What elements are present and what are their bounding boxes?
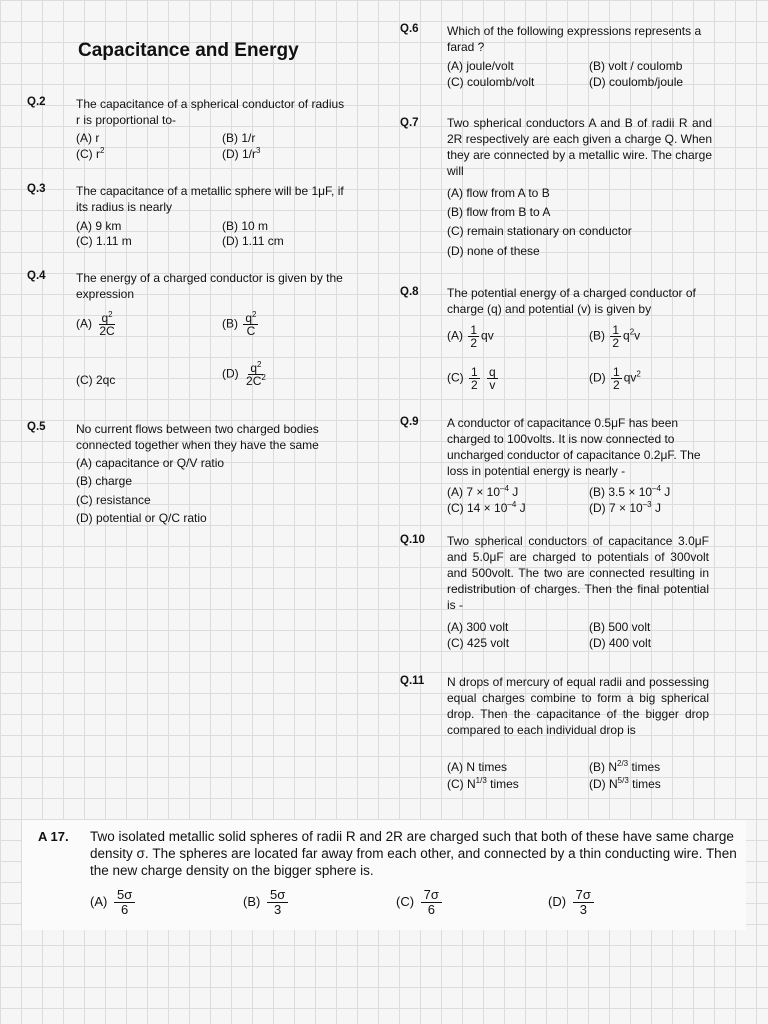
option-a: (A) 9 km <box>76 219 122 233</box>
option-c: (C) $\frac{1}{2}$ $\frac{q}{v}$ <box>447 365 496 392</box>
option-c: (C) $N^{1/3}$ times <box>447 776 519 791</box>
option-b: (B) flow from B to A <box>447 205 551 219</box>
option-c: (C) $14 \times 10^{-4}$ J <box>447 500 526 515</box>
option-d: (D) $\frac{q^2}{2C^2}$ <box>222 360 266 388</box>
question-number: Q.5 <box>27 421 46 433</box>
option-d: (D) coulomb/joule <box>589 75 684 89</box>
question-number: Q.6 <box>400 23 419 35</box>
option-a: (A) $\frac{5\sigma}{6}$ <box>90 888 138 917</box>
question-text: Two spherical conductors of capacitance 3.0μF and 5.0μF are charged to potentials of 300volt and 500volt. The two are connected resulting in redistribution of charges. Then the final potential is - <box>447 534 709 612</box>
question-text: Two spherical conductors A and B of radii R and 2R respectively are each given a charge Q. When they are connected by a metallic wire. The charge will <box>447 116 712 178</box>
question-number: A 17. <box>38 829 69 844</box>
option-a: (A) $\frac{q^2}{2C}$ <box>76 310 115 338</box>
question-number: Q.4 <box>27 270 46 282</box>
option-b: (B) $\frac{1}{2}$ $q^2v$ <box>589 323 641 350</box>
question-text: The energy of a charged conductor is given by the expression <box>76 271 343 301</box>
question-number: Q.11 <box>400 675 425 687</box>
option-c: (C) resistance <box>76 493 151 507</box>
option-c: (C) $\frac{7\sigma}{6}$ <box>396 888 445 917</box>
option-d: (D) none of these <box>447 244 540 258</box>
option-d: (D) $1/r^3$ <box>222 146 261 161</box>
question-text: A conductor of capacitance 0.5μF has been charged to 100volts. It is now connected to uncharged conductor of capacitance 0.2μF. The loss in potential energy is nearly - <box>447 416 701 478</box>
question-text: Two isolated metallic solid spheres of radii R and 2R are charged such that both of these have same charge density σ. The spheres are located far away from each other, and connected by a thin conducting wire. Then the new charge density on the bigger sphere is. <box>90 829 737 878</box>
option-d: (D) 1.11 cm <box>222 234 284 248</box>
option-b: (B) volt / coulomb <box>589 59 683 73</box>
option-c: (C) $r^2$ <box>76 146 105 161</box>
question-number: Q.7 <box>400 117 419 129</box>
option-a: (A) flow from A to B <box>447 186 550 200</box>
option-c: (C) 1.11 m <box>76 234 132 248</box>
option-d: (D) potential or Q/C ratio <box>76 511 207 525</box>
option-c: (C) coulomb/volt <box>447 75 535 89</box>
question-text: The potential energy of a charged conductor of charge (q) and potential (v) is given by <box>447 286 696 316</box>
question-number: Q.10 <box>400 534 425 546</box>
option-b: (B) charge <box>76 474 133 488</box>
option-c: (C) 2qc <box>76 373 116 387</box>
question-text: Which of the following expressions represents a farad ? <box>447 24 702 54</box>
question-text: The capacitance of a metallic sphere will be 1μF, if its radius is nearly <box>76 184 344 214</box>
option-a: (A) 300 volt <box>447 620 509 634</box>
option-a: (A) $7 \times 10^{-4}$ J <box>447 484 519 499</box>
page-title: Capacitance and Energy <box>78 40 299 61</box>
option-b: (B) $3.5 \times 10^{-4}$ J <box>589 484 671 499</box>
option-a: (A) N times <box>447 760 507 774</box>
option-a: (A) joule/volt <box>447 59 514 73</box>
option-b: (B) $N^{2/3}$ times <box>589 759 661 774</box>
option-a: (A) $\frac{1}{2}$ qv <box>447 323 494 350</box>
option-b: (B) 1/r <box>222 131 256 145</box>
option-b: (B) 500 volt <box>589 620 651 634</box>
question-text: N drops of mercury of equal radii and possessing equal charges combine to form a big spherical drop. Then the capacitance of the bigger drop compared to each individual drop is <box>447 675 709 737</box>
option-b: (B) $\frac{5\sigma}{3}$ <box>243 888 291 917</box>
option-b: (B) 10 m <box>222 219 269 233</box>
option-d: (D) 400 volt <box>589 636 652 650</box>
option-a: (A) r <box>76 131 100 145</box>
question-number: Q.8 <box>400 286 419 298</box>
option-a: (A) capacitance or Q/V ratio <box>76 456 225 470</box>
option-d: (D) $\frac{1}{2}$ $qv^2$ <box>589 365 641 392</box>
question-number: Q.2 <box>27 96 46 108</box>
question-text: The capacitance of a spherical conductor of radius r is proportional to- <box>76 97 345 127</box>
question-number: Q.3 <box>27 183 46 195</box>
question-text: No current flows between two charged bodies connected together when they have the same <box>76 422 319 452</box>
option-c: (C) 425 volt <box>447 636 510 650</box>
option-b: (B) $\frac{q^2}{C}$ <box>222 310 257 338</box>
option-d: (D) $N^{5/3}$ times <box>589 776 661 791</box>
option-d: (D) $\frac{7\sigma}{3}$ <box>548 888 597 917</box>
option-c: (C) remain stationary on conductor <box>447 224 632 238</box>
question-number: Q.9 <box>400 416 419 428</box>
option-d: (D) $7 \times 10^{-3}$ J <box>589 500 661 515</box>
